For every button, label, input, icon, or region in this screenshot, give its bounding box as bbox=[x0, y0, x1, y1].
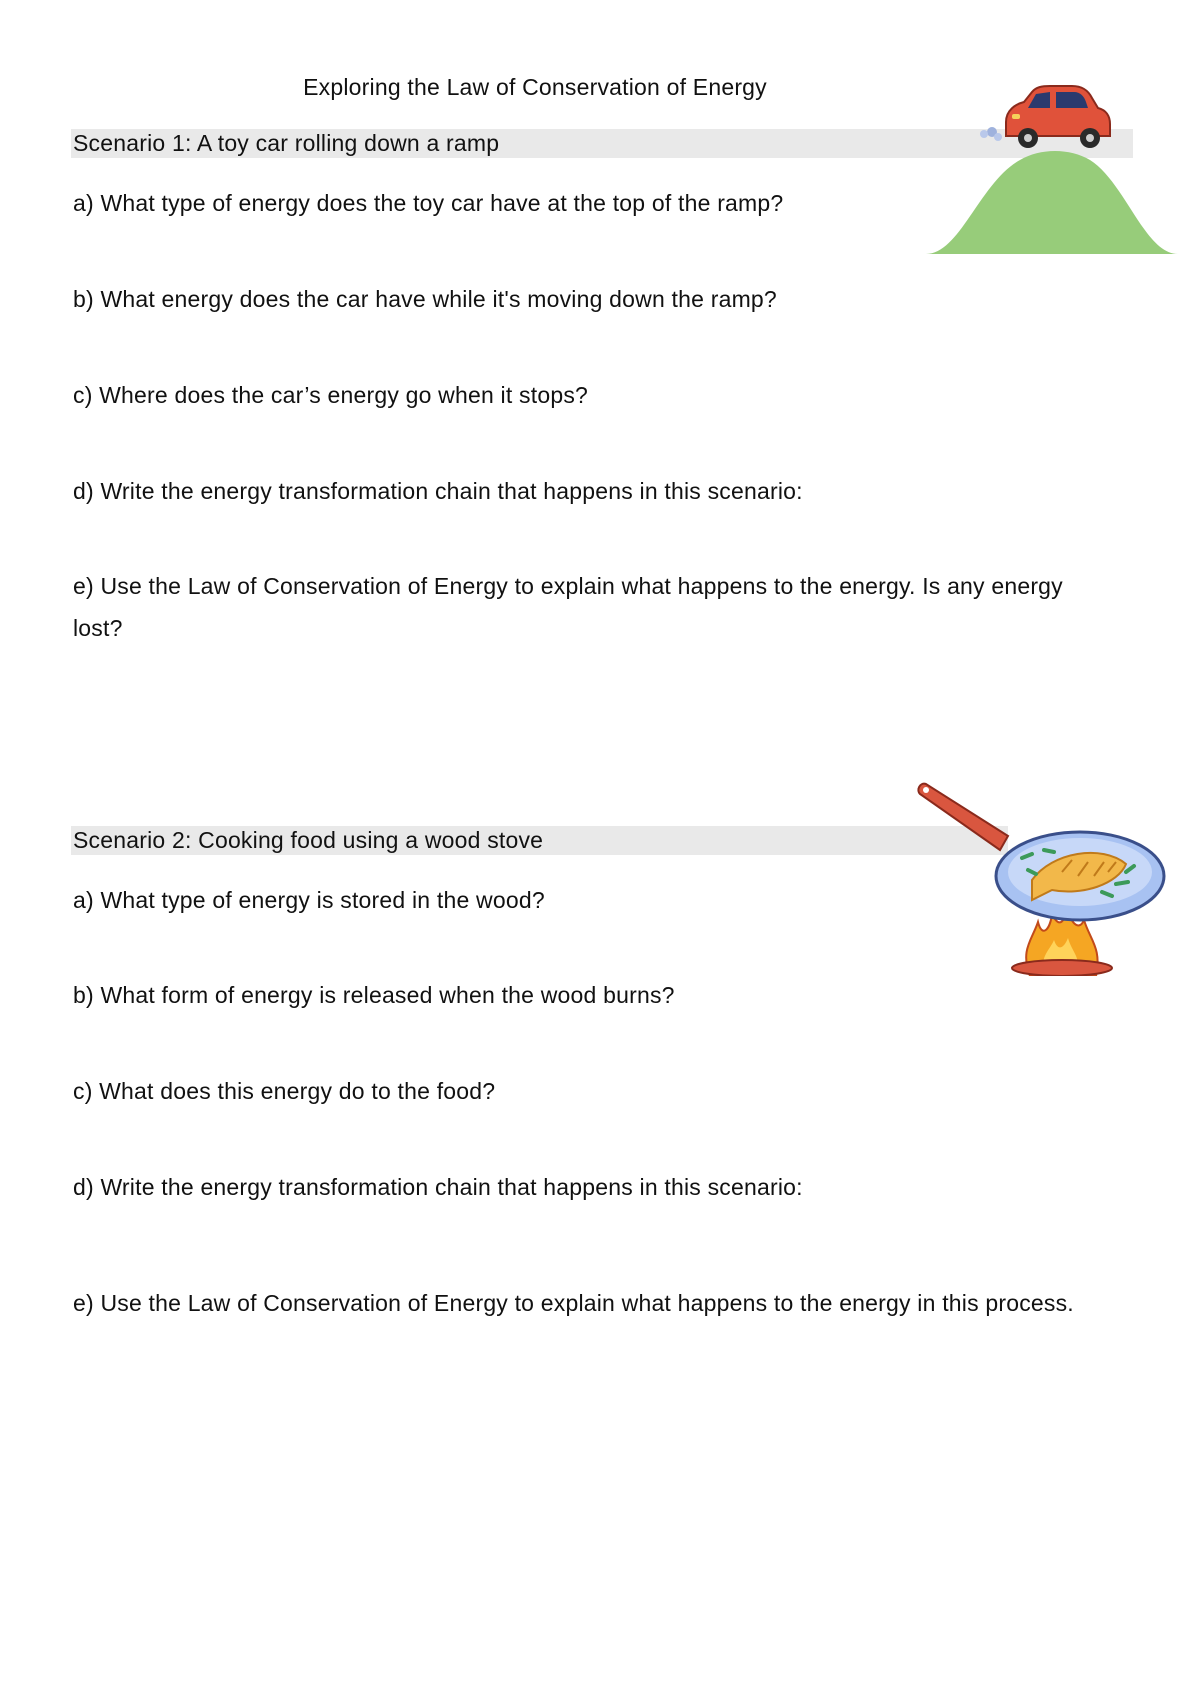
hill-shape bbox=[926, 151, 1178, 254]
scenario-1-heading: Scenario 1: A toy car rolling down a ramp bbox=[71, 129, 1133, 158]
scenario-2-question-a: a) What type of energy is stored in the wood? bbox=[73, 887, 545, 913]
toy-car-shape bbox=[1006, 86, 1110, 148]
page-title: Exploring the Law of Conservation of Energy bbox=[303, 74, 767, 100]
scenario-2-question-b: b) What form of energy is released when the wood burns? bbox=[73, 982, 675, 1008]
scenario-2-question-e: e) Use the Law of Conservation of Energy to explain what happens to the energy in this process. bbox=[73, 1290, 1074, 1316]
pan-handle-shape bbox=[918, 784, 1008, 850]
scenario-1-question-b: b) What energy does the car have while it's moving down the ramp? bbox=[73, 286, 777, 312]
scenario-2-question-d: d) Write the energy transformation chain that happens in this scenario: bbox=[73, 1174, 803, 1200]
scenario-1-question-c: c) Where does the car’s energy go when it stops? bbox=[73, 382, 589, 408]
stove-burner-shape bbox=[1012, 960, 1112, 976]
pan-shape bbox=[996, 832, 1164, 920]
scenario-2-heading: Scenario 2: Cooking food using a wood stove bbox=[71, 826, 1008, 855]
scenario-1-question-a: a) What type of energy does the toy car have at the top of the ramp? bbox=[73, 190, 784, 216]
scenario-1-question-e: e) Use the Law of Conservation of Energy to explain what happens to the energy. Is any energy lost? bbox=[73, 573, 1063, 641]
scenario-2-question-c: c) What does this energy do to the food? bbox=[73, 1078, 496, 1104]
toy-car-on-hill-icon bbox=[920, 82, 1182, 260]
frying-pan-over-fire-icon bbox=[912, 780, 1174, 976]
scenario-1-question-d: d) Write the energy transformation chain that happens in this scenario: bbox=[73, 478, 803, 504]
